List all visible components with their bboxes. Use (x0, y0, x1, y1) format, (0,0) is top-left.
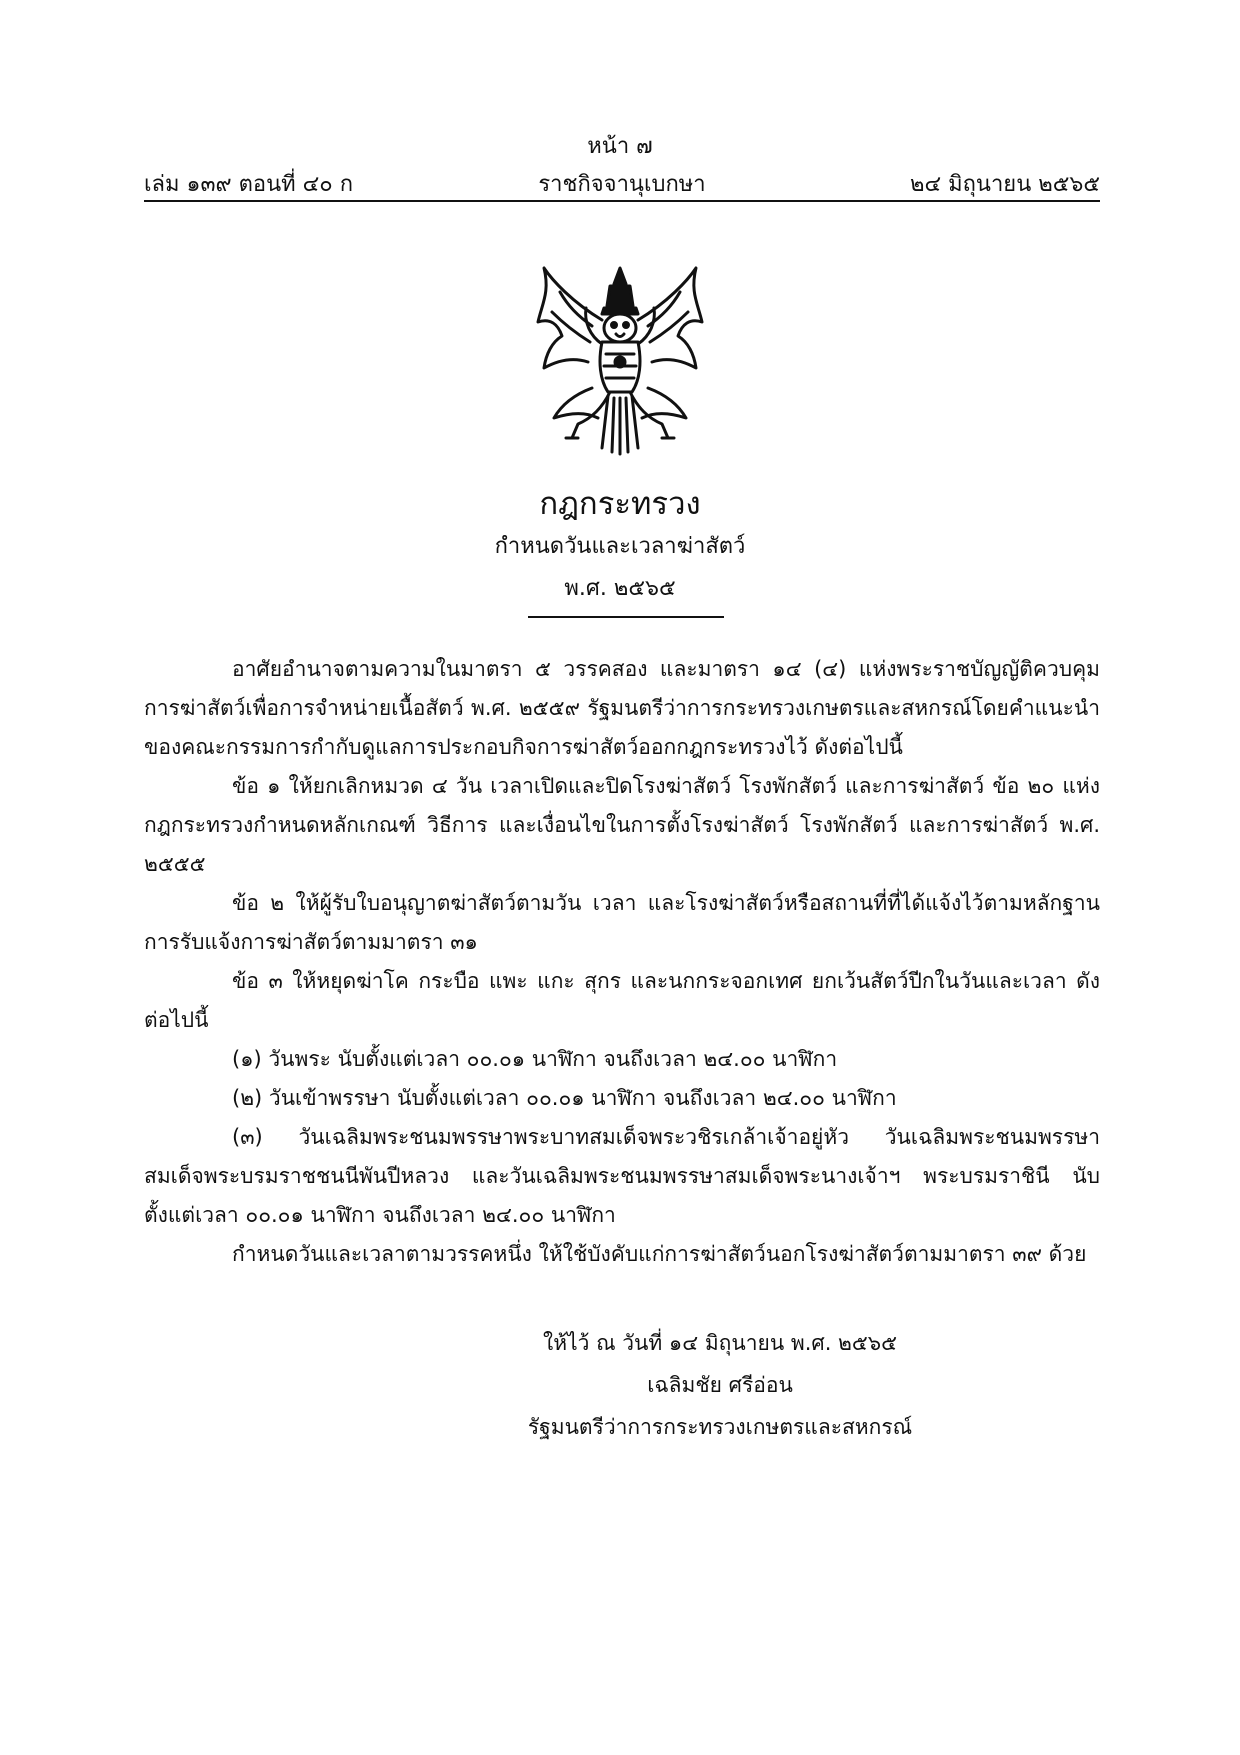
preamble-paragraph: อาศัยอำนาจตามความในมาตรา ๕ วรรคสอง และมาตรา ๑๔ (๔) แห่งพระราชบัญญัติควบคุมการฆ่าสัตว์เพื่อการจำหน่ายเนื้อสัตว์ พ.ศ. ๒๕๕๙ รัฐมนตรีว่าการกระทรวงเกษตรและสหกรณ์โดยคำแนะนำของคณะกรรมการกำกับดูแลการประกอบกิจการฆ่าสัตว์ออกกฎกระทรวงไว้ ดังต่อไปนี้ (144, 657, 1100, 759)
title-divider (528, 616, 724, 618)
clause-3: ข้อ ๓ ให้หยุดฆ่าโค กระบือ แพะ แกะ สุกร และนกกระจอกเทศ ยกเว้นสัตว์ปีกในวันและเวลา ดังต่อไปนี้ (144, 969, 1100, 1032)
clause-2: ข้อ ๒ ให้ผู้รับใบอนุญาตฆ่าสัตว์ตามวัน เวลา และโรงฆ่าสัตว์หรือสถานที่ที่ได้แจ้งไว้ตามหลักฐานการรับแจ้งการฆ่าสัตว์ตามมาตรา ๓๑ (144, 891, 1100, 954)
clause-1: ข้อ ๑ ให้ยกเลิกหมวด ๔ วัน เวลาเปิดและปิดโรงฆ่าสัตว์ โรงพักสัตว์ และการฆ่าสัตว์ ข้อ ๒๐ แห่งกฎกระทรวงกำหนดหลักเกณฑ์ วิธีการ และเงื่อนไขในการตั้งโรงฆ่าสัตว์ โรงพักสัตว์ และการฆ่าสัตว์ พ.ศ. ๒๕๕๕ (144, 774, 1100, 876)
gazette-name: ราชกิจจานุเบกษา (538, 172, 706, 197)
clause-3-item-2: (๒) วันเข้าพรรษา นับตั้งแต่เวลา ๐๐.๐๑ นาฬิกา จนถึงเวลา ๒๔.๐๐ นาฬิกา (232, 1086, 897, 1110)
document-year: พ.ศ. ๒๕๖๕ (564, 576, 676, 601)
document-body (144, 650, 1100, 1274)
volume-info: เล่ม ๑๓๙ ตอนที่ ๔๐ ก (144, 172, 354, 197)
signatory-position: รัฐมนตรีว่าการกระทรวงเกษตรและสหกรณ์ (527, 1415, 913, 1439)
signatory-name: เฉลิมชัย ศรีอ่อน (647, 1373, 793, 1397)
issue-date: ๒๔ มิถุนายน ๒๕๖๕ (909, 172, 1100, 197)
document-subtitle: กำหนดวันและเวลาฆ่าสัตว์ (494, 534, 746, 559)
document-title: กฎกระทรวง (539, 486, 701, 522)
garuda-emblem-icon (532, 262, 708, 458)
given-date: ให้ไว้ ณ วันที่ ๑๔ มิถุนายน พ.ศ. ๒๕๖๕ (542, 1331, 898, 1355)
header-divider (144, 200, 1100, 202)
clause-3-item-1: (๑) วันพระ นับตั้งแต่เวลา ๐๐.๐๑ นาฬิกา จนถึงเวลา ๒๔.๐๐ นาฬิกา (232, 1047, 838, 1071)
closing-paragraph: กำหนดวันและเวลาตามวรรคหนึ่ง ให้ใช้บังคับแก่การฆ่าสัตว์นอกโรงฆ่าสัตว์ตามมาตรา ๓๙ ด้วย (232, 1242, 1087, 1266)
signature-block (480, 1322, 960, 1448)
page-number: หน้า ๗ (587, 134, 653, 159)
clause-3-item-3: (๓) วันเฉลิมพระชนมพรรษาพระบาทสมเด็จพระวชิรเกล้าเจ้าอยู่หัว วันเฉลิมพระชนมพรรษาสมเด็จพระบรมราชชนนีพันปีหลวง และวันเฉลิมพระชนมพรรษาสมเด็จพระนางเจ้าฯ พระบรมราชินี นับตั้งแต่เวลา ๐๐.๐๑ นาฬิกา จนถึงเวลา ๒๔.๐๐ นาฬิกา (144, 1125, 1100, 1227)
